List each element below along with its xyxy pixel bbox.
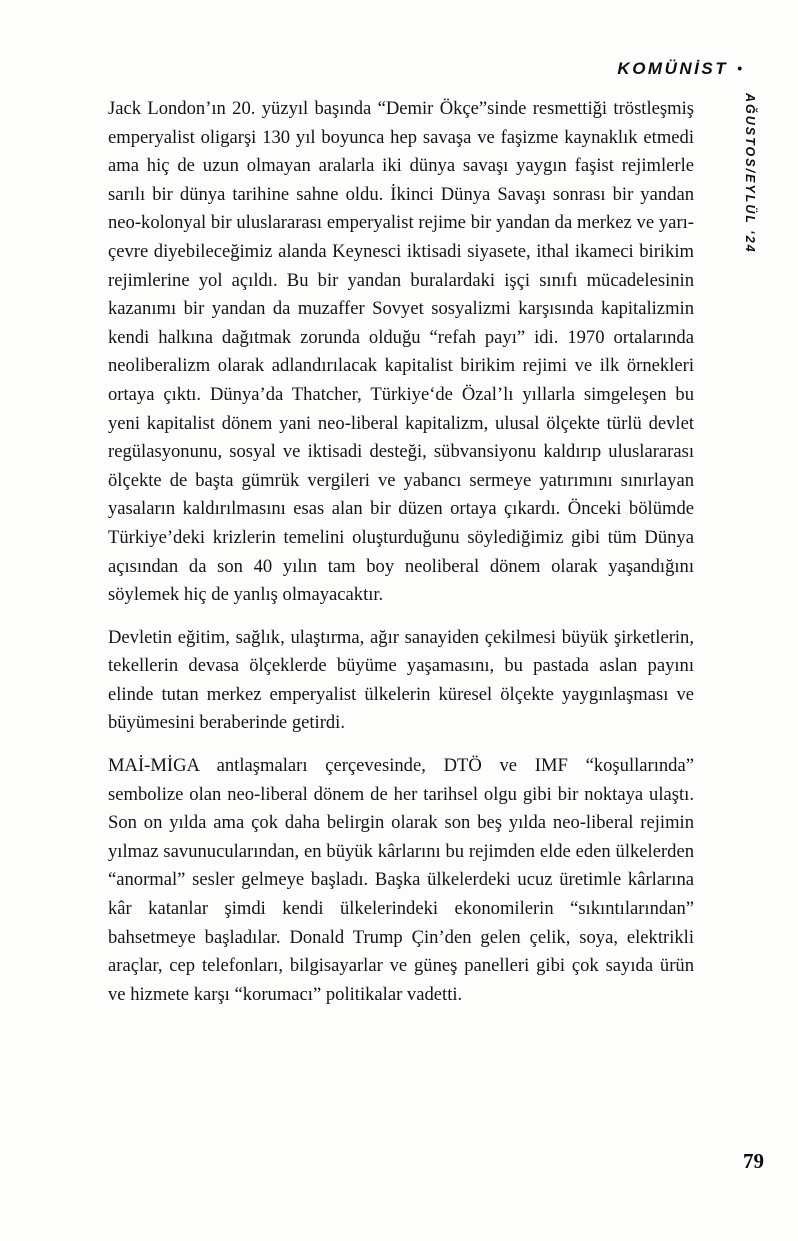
journal-title: KOMÜNİST xyxy=(617,59,729,78)
issue-date-vertical: AĞUSTOS/EYLÜL ‘24 xyxy=(743,93,757,254)
page-number: 79 xyxy=(743,1149,764,1173)
paragraph: MAİ-MİGA antlaşmaları çerçevesinde, DTÖ ve IMF “koşullarında” sembolize olan neo-liberal dönem de her tarihsel olgu gibi bir noktaya ulaştı. Son on yılda ama çok daha belirgin olarak son beş yılda neo-liberal rejimin yılmaz savunucularından, en büyük kârlarını bu rejimden elde eden ülkelerden “anormal” sesler gelmeye başladı. Başka ülkelerdeki ucuz üretimle kârlarına kâr katanlar şimdi kendi ülkelerindeki ekonomilerin “sıkıntılarından” bahsetmeye başladılar. Donald Trump Çin’den gelen çelik, soya, elektrikli araçlar, cep telefonları, bilgisayarlar ve güneş panelleri gibi çok sayıda ürün ve hizmete karşı “korumacı” politikalar vadetti. xyxy=(108,755,694,1005)
paragraph: Jack London’ın 20. yüzyıl başında “Demir Ökçe”sinde resmettiği tröstleşmiş emperyalist oligarşi 130 yıl boyunca hep savaşa ve faşizme kaynaklık etmedi ama hiç de uzun olmayan aralarla iki dünya savaşı yaygın faşist rejimlerle sarılı bir dünya tarihine sahne oldu. İkinci Dünya Savaşı sonrası bir yandan neo-kolonyal bir uluslararası emperyalist rejime bir yandan da merkez ve yarı-çevre diyebileceğimiz alanda Keynesci iktisadi siyasete, ithal ikameci birikim rejimlerine yol açıldı. Bu bir yandan buralardaki işçi sınıfı mücadelesinin kazanımı bir yandan da muzaffer Sovyet sosyalizmi karşısında kapitalizmin kendi halkına dağıtmak zorunda olduğu “refah payı” idi. 1970 ortalarında neoliberalizm olarak adlandırılacak kapitalist birikim rejimi ve ilk örnekleri ortaya çıktı. Dünya’da Thatcher, Türkiye‘de Özal’lı yıllarla simgeleşen bu yeni kapitalist dönem yani neo-liberal kapitalizm, ulusal ölçekte türlü devlet regülasyonunu, sosyal ve iktisadi desteği, sübvansiyonu kaldırıp uluslararası ölçekte de başta gümrük vergileri ve yabancı sermeye yatırımını sınırlayan yasaların kaldırılmasını esas alan bir düzen ortaya çıkardı. Önceki bölümde Türkiye’deki krizlerin temelini oluşturduğunu söylediğimiz gibi tüm Dünya açısından da son 40 yılın tam boy neoliberal dönem olarak yaşandığını söylemek hiç de yanlış olmayacaktır. xyxy=(108,98,694,606)
bullet-icon: • xyxy=(737,60,742,76)
article-body xyxy=(108,95,694,1023)
paragraph: Devletin eğitim, sağlık, ulaştırma, ağır sanayiden çekilmesi büyük şirketlerin, tekellerin devasa ölçeklerde büyüme yaşamasını, bu pastada aslan payını elinde tutan merkez emperyalist ülkelerin küresel ölçekte yaygınlaşması ve büyümesini beraberinde getirdi. xyxy=(108,626,694,734)
journal-header xyxy=(617,59,742,79)
